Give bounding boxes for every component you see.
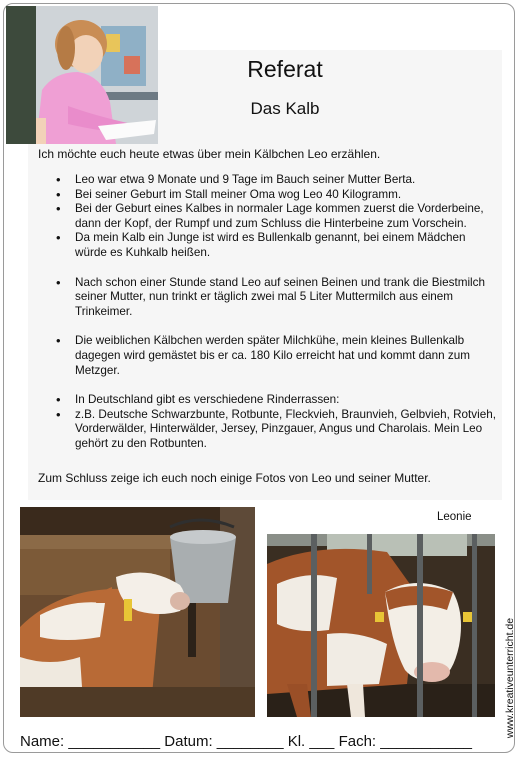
fact-list (38, 173, 500, 452)
fact-item: • Bei seiner Geburt im Stall meiner Oma wog Leo 40 Kilogramm. (38, 188, 500, 203)
fact-item: • Leo war etwa 9 Monate und 9 Tage im Bauch seiner Mutter Berta. (38, 173, 500, 188)
fact-item: • Nach schon einer Stunde stand Leo auf seinen Beinen und trank die Biestmilch seiner Mutter, nun trinkt er täglich zwei mal 5 Liter Muttermilch aus einem Trinkeimer. (38, 276, 500, 320)
fact-item: • Bei der Geburt eines Kalbes in normaler Lage kommen zuerst die Vorderbeine, dann der Kopf, der Rumpf und zum Schluss die Hinterbeine zum Vorschein. (38, 202, 500, 231)
author-name: Leonie (437, 511, 472, 523)
name-date-fields: Name: ___________ Datum: ________ Kl. ___ Fach: ___________ (20, 733, 473, 750)
report-subtitle: Das Kalb (250, 99, 320, 118)
calf-drinking-photo (20, 507, 255, 717)
report-title: Referat (247, 56, 323, 82)
watermark-text: www.kreativeunterricht.de (504, 617, 516, 739)
intro-text: Ich möchte euch heute etwas über mein Kälbchen Leo erzählen. (38, 147, 381, 161)
fact-item: • Da mein Kalb ein Junge ist wird es Bullenkalb genannt, bei einem Mädchen würde es Kuhkalb heißen. (38, 231, 500, 260)
fact-item: • In Deutschland gibt es verschiedene Rinderrassen: (38, 393, 500, 408)
watermark (503, 612, 517, 744)
girl-reading-photo (6, 6, 158, 144)
outro-text: Zum Schluss zeige ich euch noch einige Fotos von Leo und seiner Mutter. (38, 471, 431, 485)
fact-item: • z.B. Deutsche Schwarzbunte, Rotbunte, Fleckvieh, Braunvieh, Gelbvieh, Rotvieh, Vorderwälder, Hinterwälder, Jersey, Pinzgauer, Angus und Charolais. Mein Leo gehört zu den Rotbunten. (38, 408, 500, 452)
fact-item: • Die weiblichen Kälbchen werden später Milchkühe, mein kleines Bullenkalb dagegen wird gemästet bis er ca. 180 Kilo erreicht hat und kommt dann zum Metzger. (38, 334, 500, 378)
mother-cow-photo (267, 534, 495, 717)
